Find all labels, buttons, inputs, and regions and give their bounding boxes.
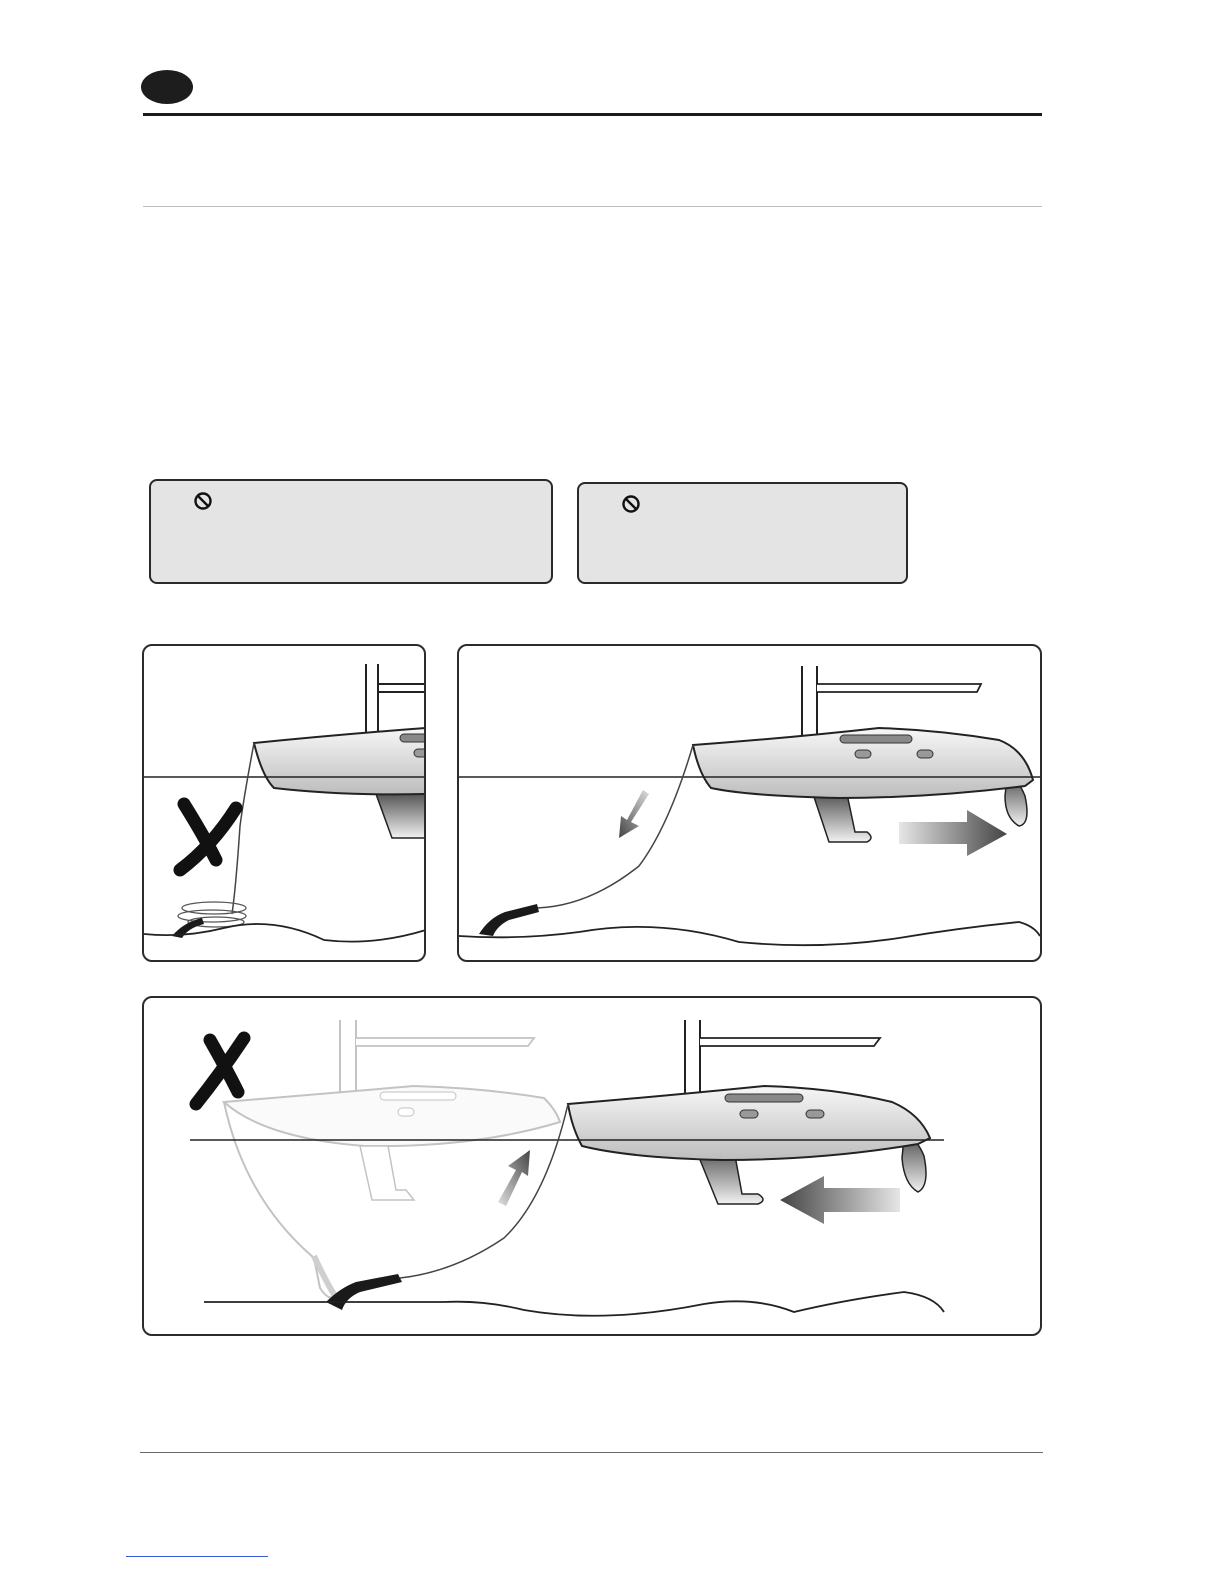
header-rule [143, 113, 1042, 116]
warning-box-right [577, 482, 908, 584]
footer-link-underline[interactable] [126, 1556, 268, 1557]
anchor-fouled-illustration [144, 646, 424, 960]
x-mark [196, 1038, 244, 1104]
footer-rule [140, 1452, 1043, 1453]
x-mark [180, 804, 236, 870]
warning-box-left [149, 479, 553, 584]
anchor-fouled-figure [142, 644, 426, 962]
anchor-dragging-illustration [144, 998, 1040, 1334]
ghost-boat [224, 1020, 560, 1298]
anchor-set-reverse-figure [457, 644, 1042, 962]
title-rule [143, 206, 1042, 207]
prohibition-icon [620, 493, 642, 515]
prohibition-icon [192, 490, 214, 512]
arrow-left [780, 1176, 900, 1224]
anchor-set-illustration [459, 646, 1040, 960]
anchor-dragging-figure [142, 996, 1042, 1336]
section-badge [141, 70, 193, 104]
arrow-right [899, 810, 1007, 856]
